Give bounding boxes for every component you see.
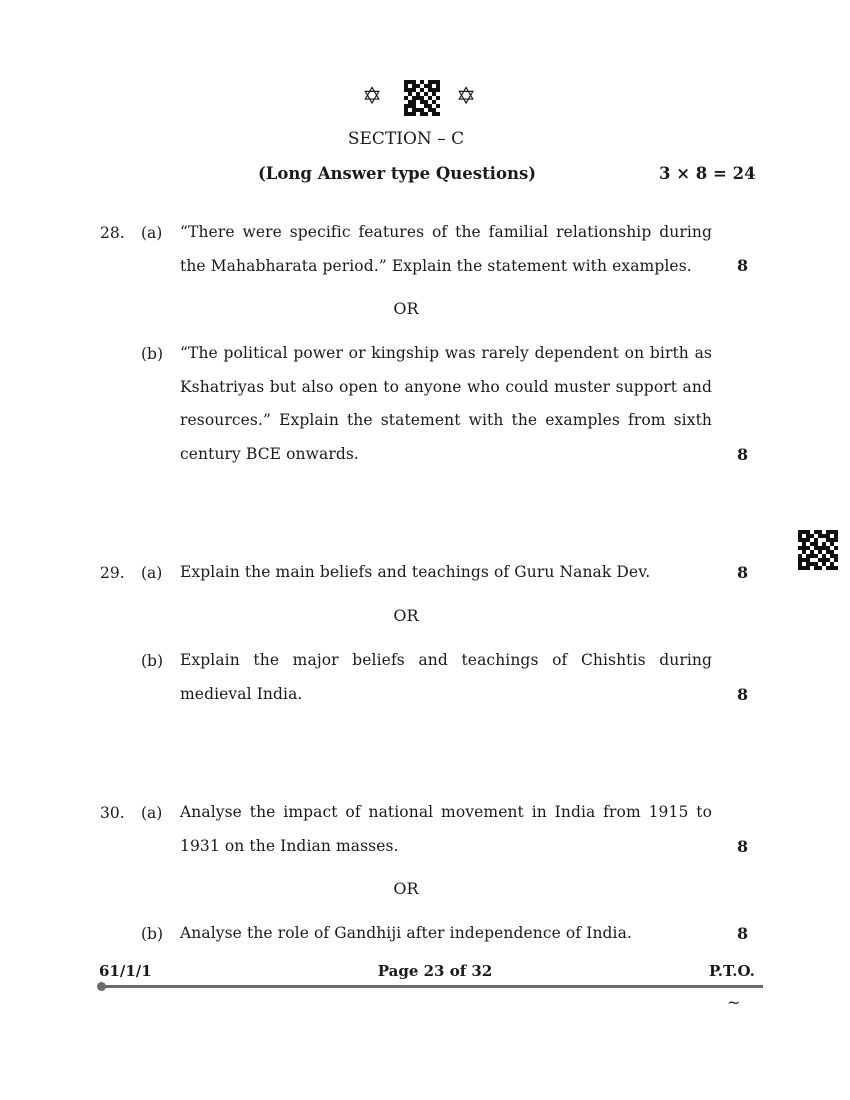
question-text: Explain the main beliefs and teachings of Guru Nanak Dev. — [180, 563, 651, 581]
or-separator: OR — [393, 299, 419, 318]
section-subtitle: (Long Answer type Questions) — [258, 164, 537, 183]
question-marks: 8 — [737, 685, 749, 704]
or-separator: OR — [393, 606, 419, 625]
question-text: Analyse the role of Gandhiji after independence of India. — [180, 924, 632, 942]
star-of-david-icon-left: ✡ — [362, 82, 383, 110]
star-of-david-icon-right: ✡ — [456, 82, 477, 110]
footer-pto: P.T.O. — [709, 962, 755, 980]
question-number: 28. — [100, 224, 125, 242]
question-text: “The political power or kingship was rarely dependent on birth as Kshatriyas but also open to anyone who could muster support and resources.” Explain the statement with the examples from sixth century BCE onwards. — [180, 344, 712, 463]
question-part-label: (a) — [141, 804, 163, 822]
question-part-label: (a) — [141, 224, 163, 242]
question-part-label: (b) — [141, 345, 164, 363]
footer-rule — [104, 985, 763, 988]
question-marks: 8 — [737, 563, 749, 582]
question-marks: 8 — [737, 837, 749, 856]
section-marks: 3 × 8 = 24 — [659, 164, 756, 183]
question-text: “There were specific features of the familial relationship during the Mahabharata period.” Explain the statement with examples. — [180, 223, 712, 275]
qr-code-icon-side — [798, 530, 838, 570]
or-separator: OR — [393, 879, 419, 898]
question-text: Analyse the impact of national movement in India from 1915 to 1931 on the Indian masses. — [180, 803, 712, 855]
question-marks: 8 — [737, 256, 749, 275]
question-marks: 8 — [737, 924, 749, 943]
question-number: 30. — [100, 804, 125, 822]
section-title: SECTION – C — [347, 129, 465, 149]
page-mark: ~ — [727, 993, 741, 1012]
question-marks: 8 — [737, 445, 749, 464]
question-part-label: (b) — [141, 925, 164, 943]
footer-page-number: Page 23 of 32 — [377, 962, 493, 980]
footer-code: 61/1/1 — [99, 962, 152, 980]
question-part-label: (b) — [141, 652, 164, 670]
qr-code-icon-header — [404, 80, 440, 116]
question-part-label: (a) — [141, 564, 163, 582]
question-number: 29. — [100, 564, 125, 582]
question-text: Explain the major beliefs and teachings of Chishtis during medieval India. — [180, 651, 712, 703]
